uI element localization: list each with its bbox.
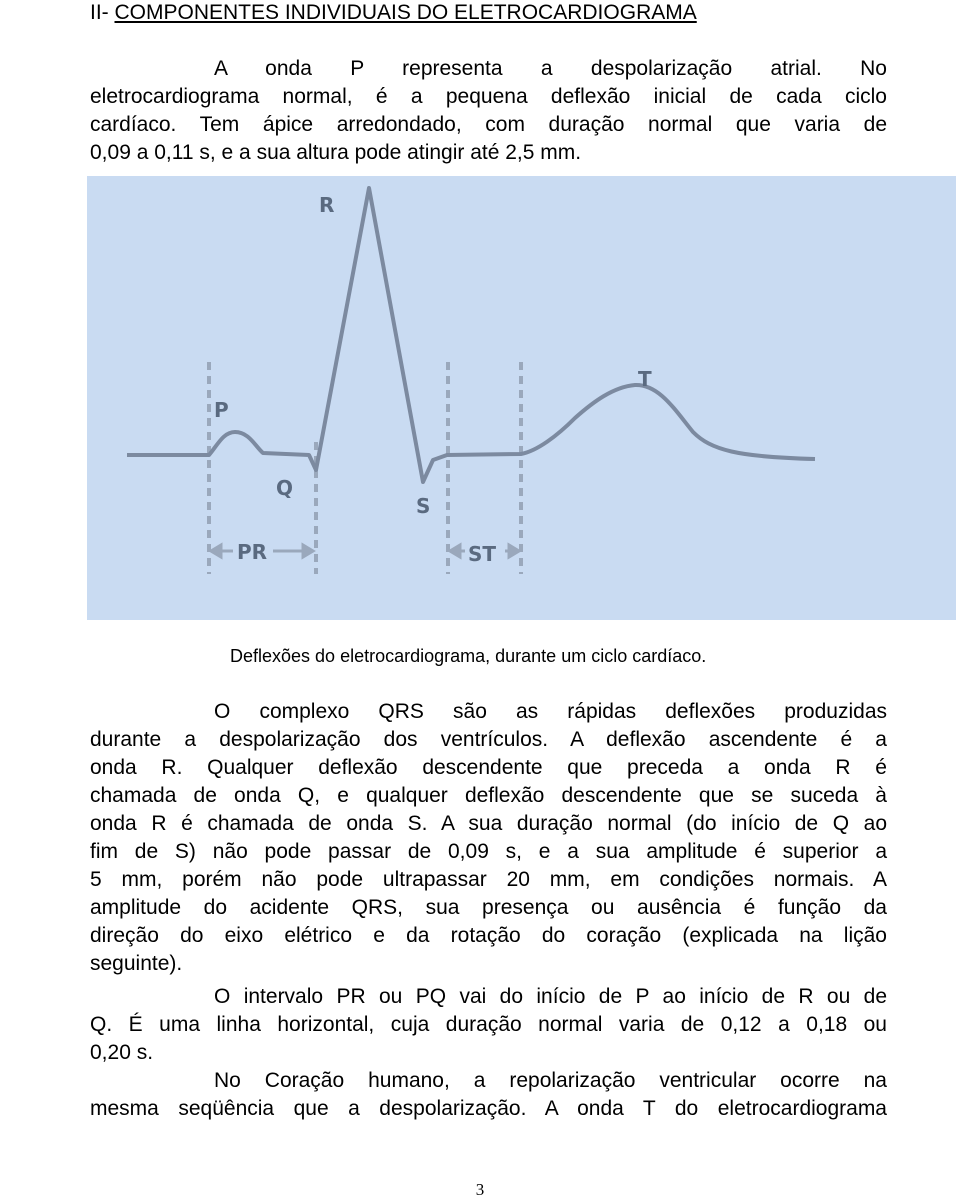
label-q: Q (276, 476, 294, 500)
paragraph-line: chamada de onda Q, e qualquer deflexão descendente que se suceda à (90, 784, 887, 807)
heading-title: COMPONENTES INDIVIDUAIS DO ELETROCARDIOGRAMA (114, 1, 697, 24)
paragraph-line: fim de S) não pode passar de 0,09 s, e a sua amplitude é superior a (90, 840, 887, 863)
paragraph-line: 0,20 s. (90, 1041, 154, 1064)
paragraph-line: amplitude do acidente QRS, sua presença ou ausência é função da (90, 896, 887, 919)
st-arrowhead-right (509, 545, 519, 557)
paragraph-line: eletrocardiograma normal, é a pequena deflexão inicial de cada ciclo (90, 85, 887, 108)
pr-arrowhead-left (211, 545, 221, 557)
ecg-figure (87, 176, 956, 620)
heading-prefix: II- (90, 1, 115, 24)
figure-caption: Deflexões do eletrocardiograma, durante um ciclo cardíaco. (230, 646, 707, 666)
paragraph-line: durante a despolarização dos ventrículos. A deflexão ascendente é a (90, 728, 887, 751)
paragraph-line: A onda P representa a despolarização atrial. No (214, 57, 887, 80)
st-arrowhead-left (450, 545, 460, 557)
page-number: 3 (475, 1180, 485, 1199)
label-pr: PR (237, 540, 268, 564)
paragraph-line: mesma seqüência que a despolarização. A onda T do eletrocardiograma (90, 1097, 887, 1120)
label-s: S (416, 494, 431, 518)
paragraph-line: 0,09 a 0,11 s, e a sua altura pode atingir até 2,5 mm. (90, 141, 582, 164)
label-p: P (214, 398, 229, 422)
label-r: R (319, 193, 335, 217)
paragraph-line: onda R. Qualquer deflexão descendente que preceda a onda R é (90, 756, 887, 779)
ecg-trace (127, 188, 815, 482)
paragraph-line: onda R é chamada de onda S. A sua duração normal (do início de Q ao (90, 812, 887, 835)
paragraph-line: 5 mm, porém não pode ultrapassar 20 mm, em condições normais. A (90, 868, 887, 891)
paragraph-repolarizacao (90, 1067, 887, 1123)
section-heading (90, 0, 697, 26)
paragraph-complexo-qrs (90, 698, 887, 978)
pr-arrowhead-right (303, 545, 313, 557)
paragraph-line: No Coração humano, a repolarização ventricular ocorre na (214, 1069, 887, 1092)
label-st: ST (468, 542, 497, 566)
paragraph-line: direção do eixo elétrico e da rotação do coração (explicada na lição (90, 924, 887, 947)
paragraph-onda-p (90, 55, 887, 167)
ecg-diagram (87, 176, 956, 620)
paragraph-line: O intervalo PR ou PQ vai do início de P ao início de R ou de (214, 985, 887, 1008)
paragraph-line: seguinte). (90, 952, 183, 975)
paragraph-intervalo-pr (90, 983, 887, 1067)
paragraph-line: O complexo QRS são as rápidas deflexões produzidas (214, 700, 887, 723)
label-t: T (638, 367, 652, 391)
paragraph-line: Q. É uma linha horizontal, cuja duração normal varia de 0,12 a 0,18 ou (90, 1013, 887, 1036)
paragraph-line: cardíaco. Tem ápice arredondado, com duração normal que varia de (90, 113, 887, 136)
